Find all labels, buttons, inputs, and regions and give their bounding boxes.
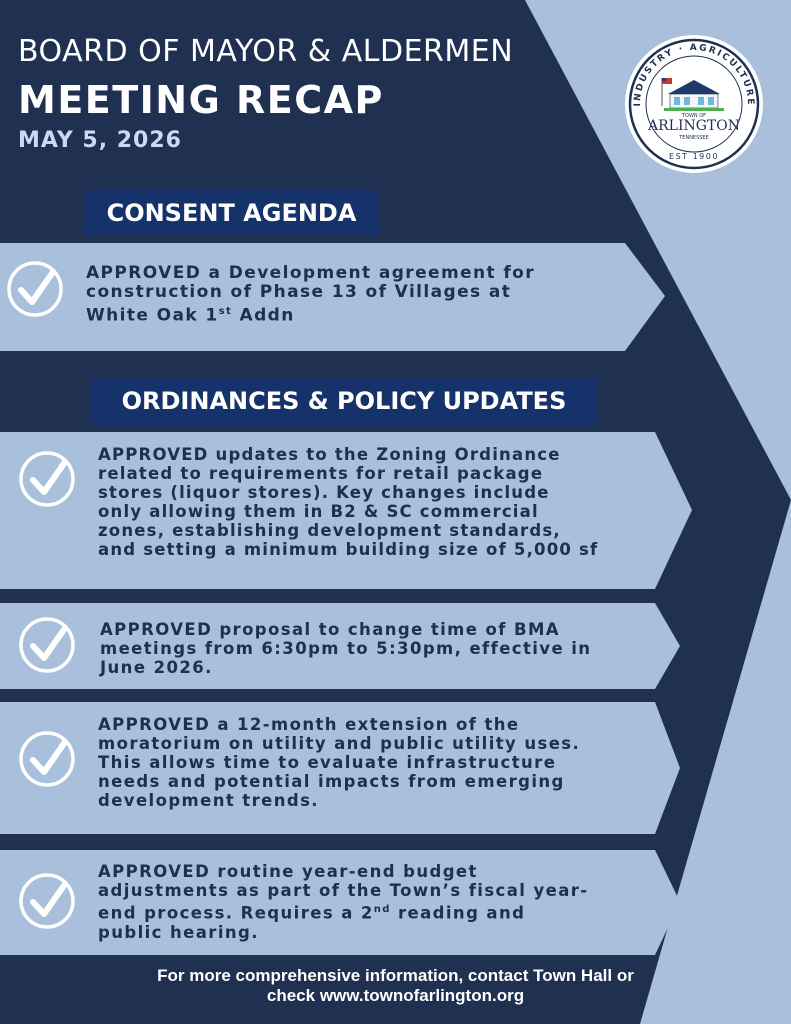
svg-text:EST 1900: EST 1900 — [669, 152, 719, 161]
svg-text:ARLINGTON: ARLINGTON — [648, 118, 740, 134]
ordinances-heading: ORDINANCES & POLICY UPDATES — [91, 377, 597, 425]
meeting-time-item-text: APPROVED proposal to change time of BMA meetings from 6:30pm to 5:30pm, effective in June 2026. — [100, 620, 592, 677]
meeting-date: MAY 5, 2026 — [18, 128, 182, 153]
footer-contact-line2: check www.townofarlington.org — [266, 986, 525, 1005]
consent-item-text: APPROVED a Development agreement for construction of Phase 13 of Villages at White Oak 1st Addn — [86, 263, 536, 326]
footer-contact-line1: For more comprehensive information, contact Town Hall or — [157, 966, 634, 985]
header-title-line2: MEETING RECAP — [18, 78, 384, 122]
moratorium-item-text: APPROVED a 12-month extension of the moratorium on utility and public utility uses. This allows time to evaluate infrastructure needs and potential impacts from emerging development trends. — [98, 715, 581, 810]
ordinance-item-text: APPROVED updates to the Zoning Ordinance related to requirements for retail package stores (liquor stores). Key changes include only allowing them in B2 & SC commercial zones, establishing development standards, and setting a minimum building size of 5,000 sf — [98, 445, 599, 559]
checkmark-icon — [18, 730, 76, 788]
header-title-line1: BOARD OF MAYOR & ALDERMEN — [18, 34, 514, 69]
svg-text:TENNESSEE: TENNESSEE — [679, 135, 709, 141]
svg-text:TOWN OF: TOWN OF — [681, 113, 707, 119]
consent-agenda-heading: CONSENT AGENDA — [83, 190, 380, 236]
checkmark-icon — [18, 872, 76, 930]
checkmark-icon — [6, 260, 64, 318]
town-seal-logo — [624, 34, 764, 174]
checkmark-icon — [18, 616, 76, 674]
svg-text:INDUSTRY · AGRICULTURE: INDUSTRY · AGRICULTURE — [632, 42, 756, 107]
checkmark-icon — [18, 450, 76, 508]
budget-item-text: APPROVED routine year-end budget adjustments as part of the Town’s fiscal year- end process. Requires a 2nd reading and public hearing. — [98, 862, 589, 942]
